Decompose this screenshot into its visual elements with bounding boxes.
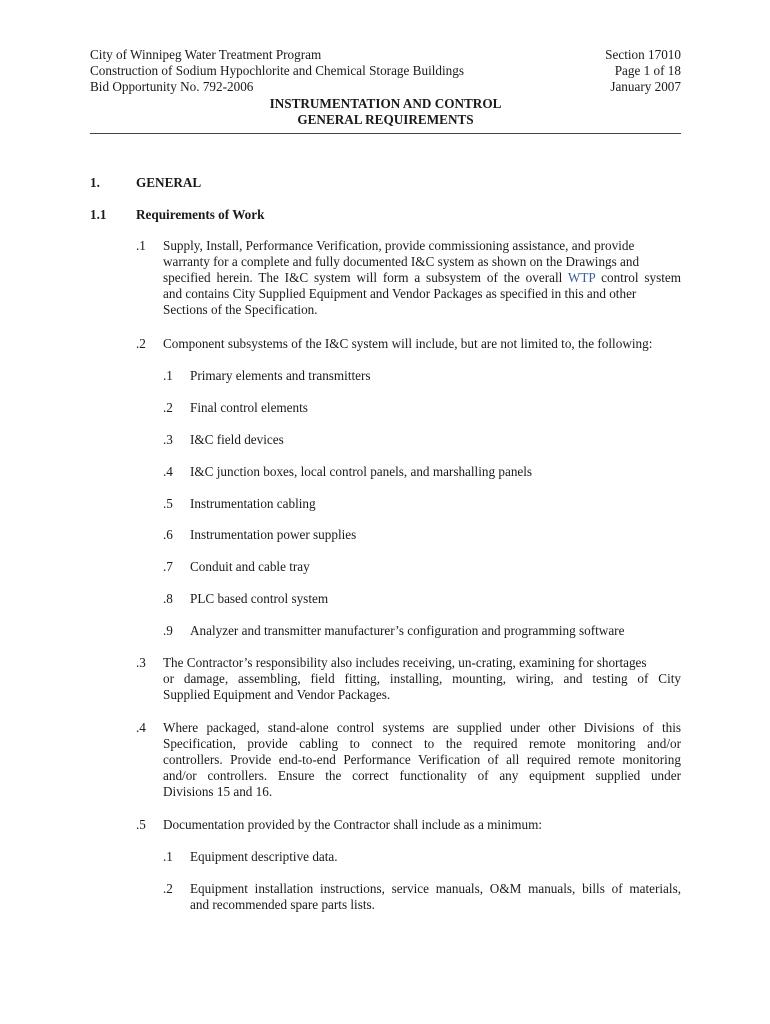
list-item: Analyzer and transmitter manufacturer’s configuration and programming software <box>190 623 625 638</box>
paragraph-contractor-responsibility <box>163 655 681 703</box>
paragraph-component-subsystems: Component subsystems of the I&C system will include, but are not limited to, the following: <box>163 336 653 351</box>
list-item: Instrumentation power supplies <box>190 527 357 542</box>
paragraph-line: Specification, provide cabling to connect to the required remote monitoring and/or <box>163 736 681 751</box>
paragraph-line: and contains City Supplied Equipment and Vendor Packages as specified in this and other <box>163 286 637 301</box>
list-item: Final control elements <box>190 400 308 415</box>
header-right <box>605 47 681 95</box>
subitem-number: .1 <box>163 368 173 383</box>
subitem-number: .7 <box>163 559 173 574</box>
list-item: Instrumentation cabling <box>190 496 316 511</box>
paragraph-line: Where packaged, stand-alone control systems are supplied under other Divisions of this <box>163 720 681 735</box>
paragraph-documentation: Documentation provided by the Contractor shall include as a minimum: <box>163 817 543 832</box>
list-item: Equipment descriptive data. <box>190 849 338 864</box>
list-item: PLC based control system <box>190 591 329 606</box>
subitem-number: .4 <box>163 464 173 479</box>
subsection-number: 1.1 <box>90 207 107 222</box>
item-number: .3 <box>136 655 146 670</box>
paragraph-supply-install <box>163 238 681 318</box>
item-number: .4 <box>136 720 146 735</box>
subitem-number: .2 <box>163 400 173 415</box>
list-item: I&C field devices <box>190 432 284 447</box>
header-project: Construction of Sodium Hypochlorite and Chemical Storage Buildings <box>90 63 464 78</box>
subitem-number: .5 <box>163 496 173 511</box>
item-number: .5 <box>136 817 146 832</box>
paragraph-line: or damage, assembling, field fitting, installing, mounting, wiring, and testing of City <box>163 671 681 686</box>
header-program: City of Winnipeg Water Treatment Program <box>90 47 322 62</box>
list-item: I&C junction boxes, local control panels, and marshalling panels <box>190 464 533 479</box>
header-section: Section 17010 <box>605 47 681 62</box>
item-number: .2 <box>136 336 146 351</box>
wtp-term: WTP <box>567 270 596 285</box>
paragraph-line: Supplied Equipment and Vendor Packages. <box>163 687 391 702</box>
list-item: Conduit and cable tray <box>190 559 310 574</box>
subitem-number: .8 <box>163 591 173 606</box>
paragraph-line: specified herein. The I&C system will form a subsystem of the overall WTP control system <box>163 270 681 285</box>
item-number: .1 <box>136 238 146 253</box>
list-item: Primary elements and transmitters <box>190 368 371 383</box>
subitem-number: .3 <box>163 432 173 447</box>
paragraph-line: The Contractor’s responsibility also includes receiving, un-crating, examining for shortages <box>163 655 647 670</box>
subitem-number: .1 <box>163 849 173 864</box>
header-page-number: Page 1 of 18 <box>614 63 681 78</box>
header-divider <box>90 133 681 134</box>
header-bid-number: Bid Opportunity No. 792-2006 <box>90 79 254 94</box>
subitem-number: .2 <box>163 881 173 896</box>
section-number: 1. <box>90 175 100 190</box>
paragraph-line: controllers. Provide end-to-end Performance Verification of all required remote monitoring <box>163 752 681 767</box>
paragraph-line: Divisions 15 and 16. <box>163 784 273 799</box>
subitem-number: .6 <box>163 527 173 542</box>
list-item-installation-docs <box>190 881 681 913</box>
subsection-title: Requirements of Work <box>136 207 265 222</box>
paragraph-line: Equipment installation instructions, service manuals, O&M manuals, bills of materials, <box>190 881 681 896</box>
paragraph-line: Sections of the Specification. <box>163 302 318 317</box>
header-date: January 2007 <box>610 79 681 94</box>
paragraph-line: and/or controllers. Ensure the correct functionality of any equipment supplied under <box>163 768 681 783</box>
section-title: GENERAL <box>136 175 202 190</box>
document-title-line-1: INSTRUMENTATION AND CONTROL <box>269 96 502 111</box>
paragraph-line: and recommended spare parts lists. <box>190 897 375 912</box>
document-title-line-2: GENERAL REQUIREMENTS <box>297 112 474 127</box>
paragraph-line: Supply, Install, Performance Verification, provide commissioning assistance, and provide <box>163 238 635 253</box>
paragraph-line: warranty for a complete and fully documented I&C system as shown on the Drawings and <box>163 254 640 269</box>
paragraph-packaged-systems <box>163 720 681 800</box>
header-left <box>90 47 464 95</box>
subitem-number: .9 <box>163 623 173 638</box>
